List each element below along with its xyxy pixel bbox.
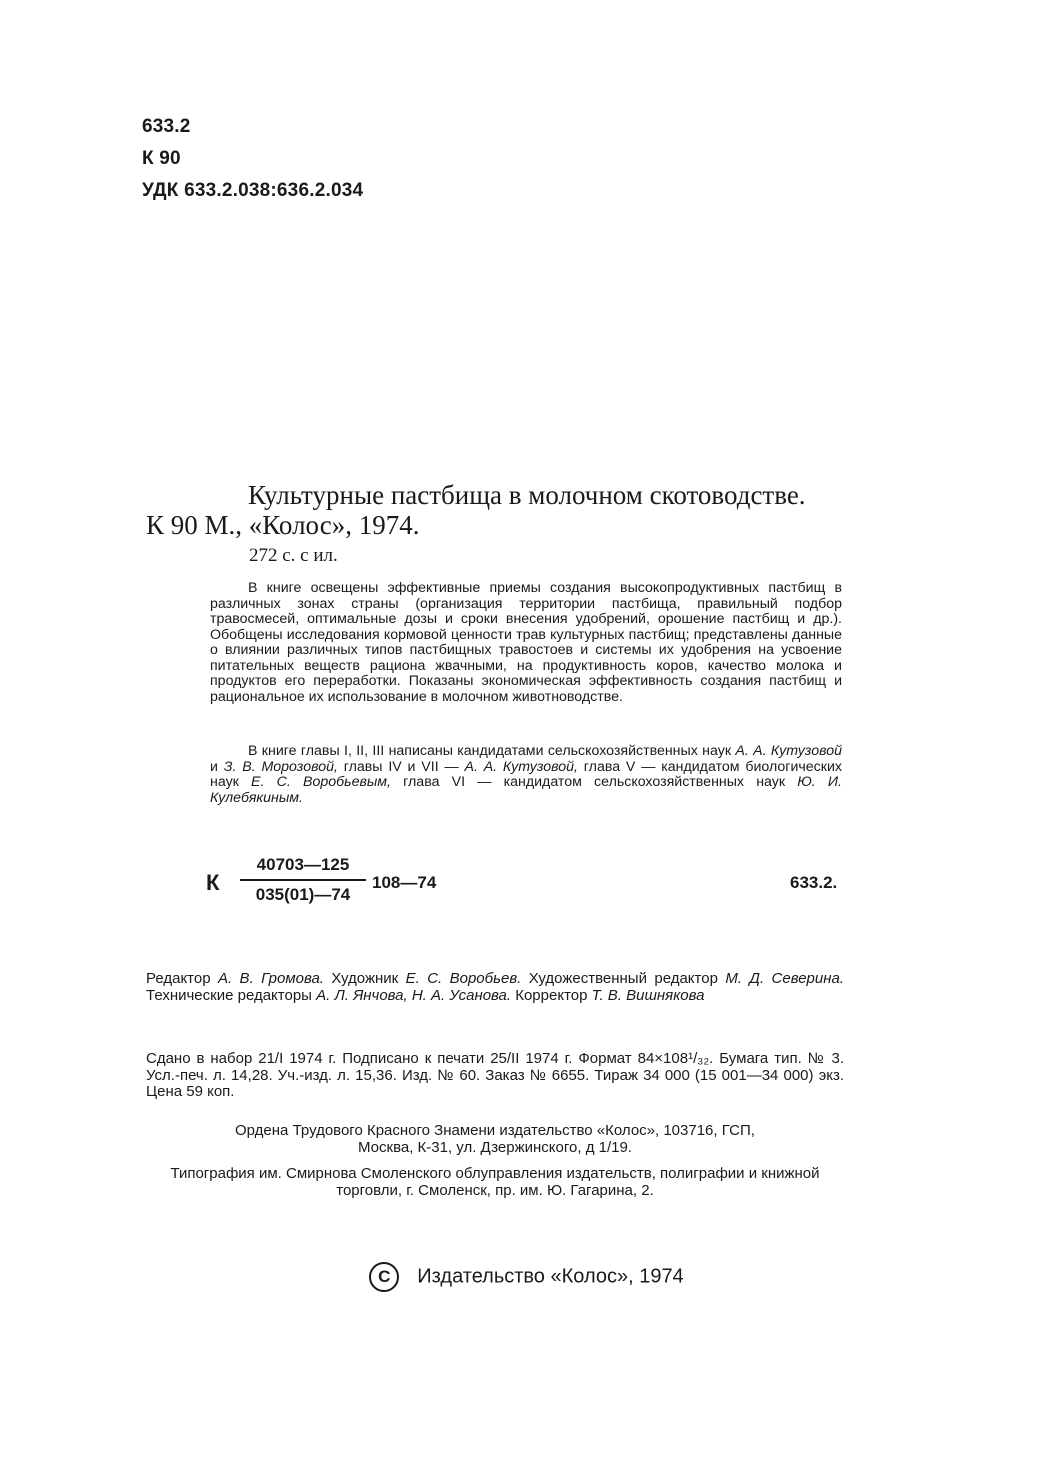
udc-code: УДК 633.2.038:636.2.034 (142, 180, 364, 201)
authorship-paragraph: В книге главы I, II, III написаны кандидатами сельскохозяйственных наук А. А. Кутузовой и З. В. Морозовой, главы IV и VII — А. А. Кутузовой, глава V — кандидатом биологических наук Е. С. Воробьевым, глава VI — кандидатом сельскохозяйственных наук Ю. И. Кулебякиным. (210, 743, 842, 806)
copyright-text: Издательство «Колос», 1974 (417, 1265, 684, 1288)
index-numerator: 40703—125 (256, 855, 350, 874)
publisher-address: Ордена Трудового Красного Знамени издательство «Колос», 103716, ГСП, Москва, К-31, ул. Дзержинского, д 1/19. (235, 1122, 755, 1156)
index-middle-code: 108—74 (372, 873, 437, 892)
print-details: Сдано в набор 21/I 1974 г. Подписано к печати 25/II 1974 г. Формат 84×108¹/₃₂. Бумага тип. № 3. Усл.-печ. л. 14,28. Уч.-изд. л. 15,36. Изд. № 60. Заказ № 6655. Тираж 34 000 (15 001—34 000) экз. Цена 59 коп. (146, 1050, 844, 1100)
copyright-notice (0, 1262, 1043, 1292)
book-title: Культурные пастбища в молочном скотоводстве. (248, 480, 806, 510)
page-count: 272 с. с ил. (249, 545, 338, 566)
index-fraction (240, 855, 366, 905)
index-right-code: 633.2. (790, 873, 838, 892)
classification-code: 633.2 (142, 116, 191, 137)
index-letter: К (206, 870, 220, 895)
editorial-credits: Редактор А. В. Громова. Художник Е. С. Воробьев. Художественный редактор М. Д. Северина. Технические редакторы А. Л. Янчова, Н. А. Усанова. Корректор Т. В. Вишнякова (146, 970, 844, 1004)
printing-house: Типография им. Смирнова Смоленского облуправления издательств, полиграфии и книжной торговли, г. Смоленск, пр. им. Ю. Гагарина, 2. (170, 1165, 820, 1199)
author-mark: К 90 (142, 148, 181, 169)
annotation-paragraph: В книге освещены эффективные приемы создания высокопродуктивных пастбищ в различных зонах страны (организация территории пастбища, правильный подбор травосмесей, оптимальные дозы и сроки внесения удобрений, орошение пастбищ и др.). Обобщены исследования кормовой ценности трав культурных пастбищ; представлены данные о влиянии различных типов пастбищных травостоев и системы их удобрения на усвоение питательных веществ рациона жвачными, на продуктивность коров, качество молока и продуктов его переработки. Показаны экономическая эффективность создания пастбищ и рациональное их использование в молочном животноводстве. (210, 580, 842, 705)
publication-info: К 90 М., «Колос», 1974. (146, 510, 420, 540)
index-denominator: 035(01)—74 (255, 885, 351, 904)
copyright-icon: C (369, 1262, 399, 1292)
